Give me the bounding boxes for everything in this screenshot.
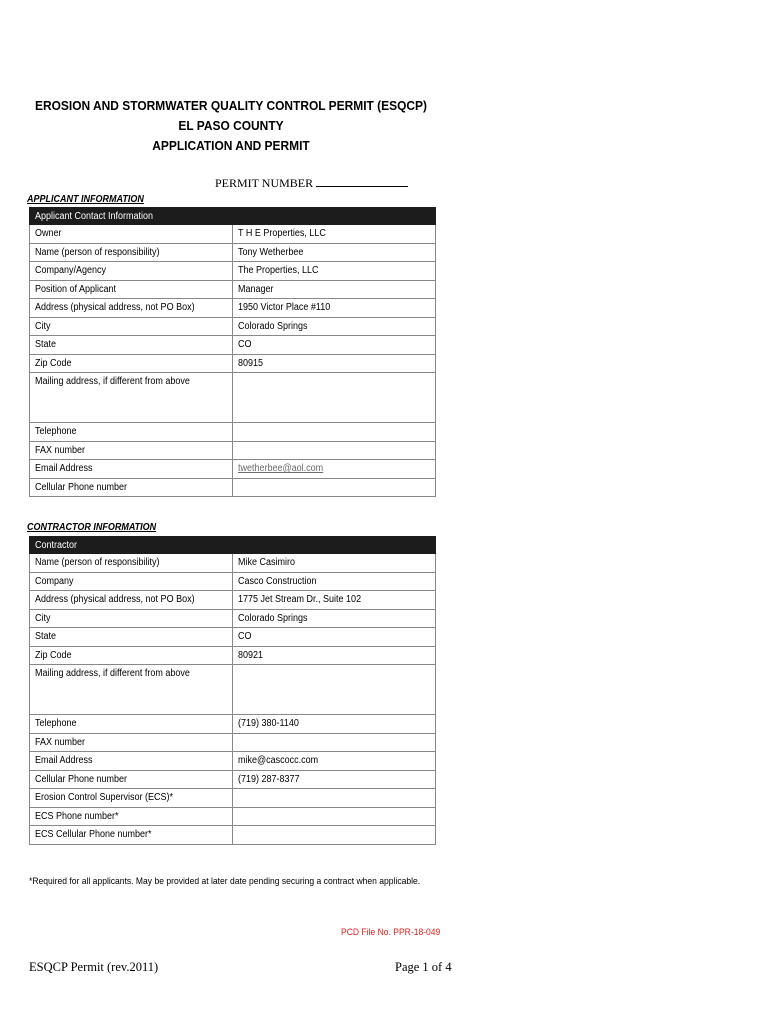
fax-field[interactable]: [233, 441, 436, 460]
contractor-email-field[interactable]: [233, 752, 436, 771]
field-label: Telephone: [35, 426, 77, 438]
field-label: Address (physical address, not PO Box): [35, 594, 195, 606]
field-label: Zip Code: [35, 649, 72, 661]
field-value: 1775 Jet Stream Dr., Suite 102: [238, 594, 362, 606]
table-row: [30, 336, 436, 355]
company-agency-field[interactable]: [233, 262, 436, 281]
table-row: [30, 354, 436, 373]
zip-code-field[interactable]: [233, 354, 436, 373]
contractor-name-field[interactable]: [233, 554, 436, 573]
contractor-telephone-field[interactable]: [233, 715, 436, 734]
table-row: [30, 770, 436, 789]
table-row: [30, 225, 436, 244]
field-label: State: [35, 631, 57, 643]
table-row: [30, 646, 436, 665]
table-row: [30, 441, 436, 460]
field-value: 1950 Victor Place #110: [238, 302, 331, 314]
permit-number: [215, 176, 408, 191]
pcd-file-number: PCD File No. PPR-18-049: [341, 927, 441, 938]
field-value: Tony Wetherbee: [238, 246, 304, 258]
owner-field[interactable]: [233, 225, 436, 244]
field-value: CO: [238, 339, 252, 351]
field-value: 80921: [238, 649, 264, 661]
table-row: [30, 591, 436, 610]
table-row: [30, 572, 436, 591]
contractor-header-label: Contractor: [35, 539, 78, 551]
field-value: 80915: [238, 357, 264, 369]
field-value: T H E Properties, LLC: [238, 228, 326, 240]
applicant-table-header: [30, 208, 436, 225]
field-label: Company/Agency: [35, 265, 107, 277]
email-field[interactable]: [233, 460, 436, 479]
field-label: Address (physical address, not PO Box): [35, 302, 195, 314]
table-row: [30, 317, 436, 336]
field-value: Colorado Springs: [238, 320, 308, 332]
field-label: Cellular Phone number: [35, 481, 128, 493]
contractor-company-field[interactable]: [233, 572, 436, 591]
table-row: [30, 733, 436, 752]
contractor-state-field[interactable]: [233, 628, 436, 647]
permit-number-blank[interactable]: [316, 176, 408, 187]
ecs-phone-field[interactable]: [233, 807, 436, 826]
field-value: Mike Casimiro: [238, 557, 296, 569]
table-row: [30, 299, 436, 318]
ecs-cellular-phone-field[interactable]: [233, 826, 436, 845]
telephone-field[interactable]: [233, 423, 436, 442]
contractor-table: [29, 536, 436, 845]
contractor-mailing-address-field[interactable]: [233, 665, 436, 715]
table-row: [30, 280, 436, 299]
title-line-2: EL PASO COUNTY: [178, 118, 284, 133]
applicant-section-title: APPLICANT INFORMATION: [27, 194, 144, 205]
address-field[interactable]: [233, 299, 436, 318]
table-row: [30, 262, 436, 281]
field-label: ECS Cellular Phone number*: [35, 829, 152, 841]
table-row: [30, 478, 436, 497]
table-row: [30, 243, 436, 262]
applicant-table: [29, 207, 436, 497]
field-label: ECS Phone number*: [35, 810, 119, 822]
field-label: Erosion Control Supervisor (ECS)*: [35, 792, 174, 804]
table-row: [30, 554, 436, 573]
title-line-3: APPLICATION AND PERMIT: [152, 138, 310, 153]
table-row: [30, 373, 436, 423]
table-row: [30, 715, 436, 734]
applicant-header-label: Applicant Contact Information: [35, 210, 154, 222]
table-row: [30, 752, 436, 771]
position-field[interactable]: [233, 280, 436, 299]
field-value: Colorado Springs: [238, 612, 308, 624]
field-label: Mailing address, if different from above: [35, 376, 190, 387]
field-label: FAX number: [35, 444, 86, 456]
name-field[interactable]: [233, 243, 436, 262]
contractor-zip-code-field[interactable]: [233, 646, 436, 665]
title-line-1: EROSION AND STORMWATER QUALITY CONTROL PERMIT (ESQCP): [34, 98, 428, 113]
field-value: CO: [238, 631, 252, 643]
field-label: Owner: [35, 228, 62, 240]
field-label: Name (person of responsibility): [35, 557, 160, 569]
footer-form-revision: ESQCP Permit (rev.2011): [29, 960, 159, 974]
mailing-address-field[interactable]: [233, 373, 436, 423]
field-label: Name (person of responsibility): [35, 246, 160, 258]
field-label: State: [35, 339, 57, 351]
table-row: [30, 807, 436, 826]
field-value: (719) 380-1140: [238, 718, 299, 730]
field-value: (719) 287-8377: [238, 773, 300, 785]
field-label: City: [35, 612, 51, 624]
field-label: Email Address: [35, 463, 93, 475]
cellular-phone-field[interactable]: [233, 478, 436, 497]
document-title-block: [18, 96, 443, 156]
footer-page-number: Page 1 of 4: [395, 960, 452, 974]
table-row: [30, 460, 436, 479]
field-label: FAX number: [35, 736, 86, 748]
field-label: Position of Applicant: [35, 283, 117, 295]
field-value: The Properties, LLC: [238, 265, 319, 277]
field-label: Cellular Phone number: [35, 773, 128, 785]
field-label: Zip Code: [35, 357, 72, 369]
field-label: City: [35, 320, 51, 332]
field-value: Casco Construction: [238, 575, 317, 587]
permit-number-label: PERMIT NUMBER: [215, 176, 314, 190]
field-label: Mailing address, if different from above: [35, 668, 190, 679]
city-field[interactable]: [233, 317, 436, 336]
field-value: Manager: [238, 283, 274, 295]
table-row: [30, 609, 436, 628]
contractor-city-field[interactable]: [233, 609, 436, 628]
contractor-fax-field[interactable]: [233, 733, 436, 752]
field-label: Company: [35, 575, 74, 587]
contractor-address-field[interactable]: [233, 591, 436, 610]
table-row: [30, 789, 436, 808]
state-field[interactable]: [233, 336, 436, 355]
contractor-table-header: [30, 537, 436, 554]
ecs-field[interactable]: [233, 789, 436, 808]
field-value: mike@cascocc.com: [238, 755, 319, 767]
table-row: [30, 423, 436, 442]
field-label: Telephone: [35, 718, 77, 730]
table-row: [30, 665, 436, 715]
field-label: Email Address: [35, 755, 93, 767]
table-row: [30, 628, 436, 647]
contractor-cellular-phone-field[interactable]: [233, 770, 436, 789]
contractor-section-title: CONTRACTOR INFORMATION: [27, 522, 157, 533]
required-note: *Required for all applicants. May be provided at later date pending securing a contract when applicable.: [29, 876, 421, 887]
email-link[interactable]: twetherbee@aol.com: [238, 463, 324, 475]
table-row: [30, 826, 436, 845]
